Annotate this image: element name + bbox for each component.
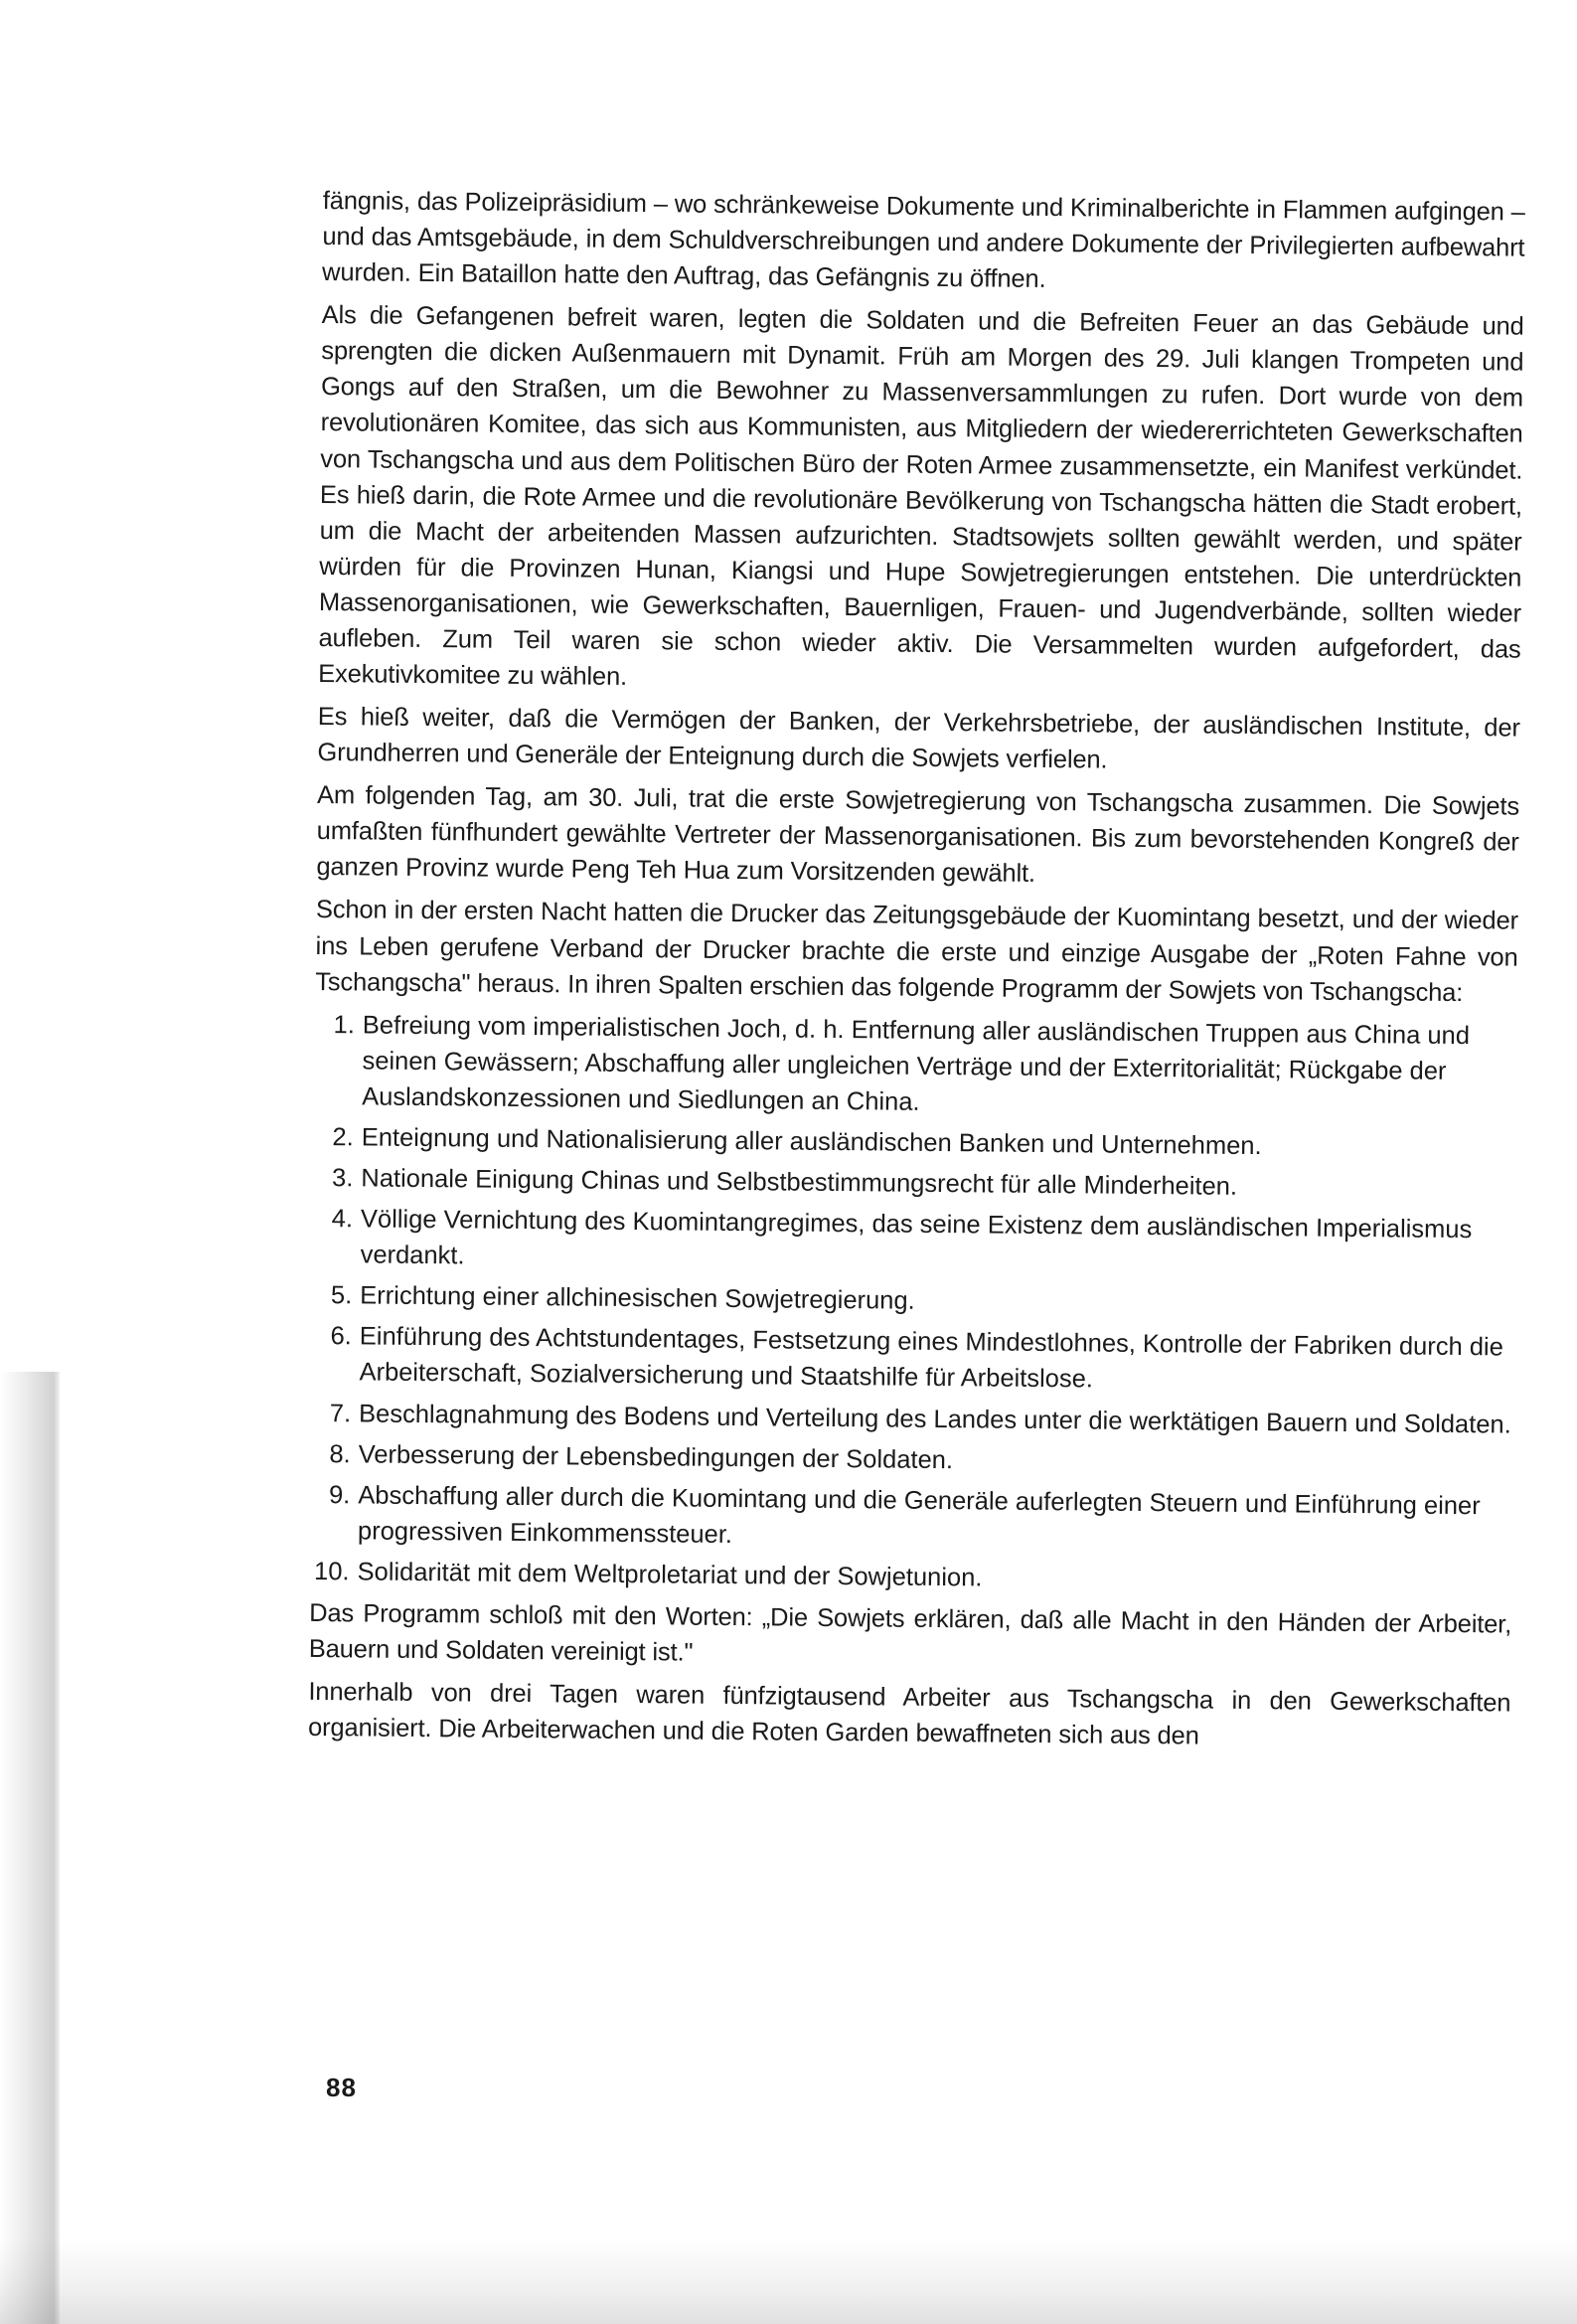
list-item xyxy=(311,1436,1513,1484)
list-item-number: 1. xyxy=(333,1010,356,1040)
program-list xyxy=(309,1007,1517,1601)
list-item xyxy=(313,1160,1515,1208)
list-item xyxy=(311,1395,1513,1442)
list-item-number: 3. xyxy=(331,1164,354,1193)
list-item xyxy=(314,1119,1516,1167)
list-item-number: 8. xyxy=(329,1439,351,1468)
list-item-text: Verbesserung der Lebensbedingungen der Soldaten. xyxy=(358,1439,954,1474)
scan-shadow-left xyxy=(0,1372,60,2324)
paragraph: Innerhalb von drei Tagen waren fünfzigtausend Arbeiter aus Tschangscha in den Gewerkschaften organisiert. Die Arbeiterwachen und die Roten Garden bewaffneten sich aus den xyxy=(307,1677,1511,1750)
list-item-number: 4. xyxy=(331,1205,354,1234)
list-item-text: Beschlagnahmung des Bodens und Verteilung des Landes unter die werktätigen Bauern und Soldaten. xyxy=(358,1399,1511,1439)
list-item-number: 6. xyxy=(330,1322,352,1351)
list-item-text: Einführung des Achtstundentages, Festsetzung eines Mindestlohnes, Kontrolle der Fabriken durch die Arbeiterschaft, Sozialversicherung und Staatshilfe für Arbeitslose. xyxy=(359,1322,1503,1394)
list-item-text: Völlige Vernichtung des Kuomintangregimes, das seine Existenz dem ausländischen Imperialismus verdankt. xyxy=(360,1205,1473,1270)
list-item xyxy=(312,1201,1515,1284)
paragraph: Es hieß weiter, daß die Vermögen der Banken, der Verkehrsbetriebe, der ausländischen Institute, der Grundherren und Generäle der Enteignung durch die Sowjets verfielen. xyxy=(317,703,1520,774)
paragraph: Das Programm schloß mit den Worten: „Die Sowjets erklären, daß alle Macht in den Händen der Arbeiter, Bauern und Soldaten vereinigt ist." xyxy=(308,1598,1512,1667)
list-item xyxy=(314,1007,1517,1126)
list-item-number: 2. xyxy=(332,1123,354,1152)
list-item xyxy=(312,1277,1514,1325)
list-item-number: 7. xyxy=(329,1399,352,1427)
paragraph: Als die Gefangenen befreit waren, legten die Soldaten und die Befreiten Feuer an das Gebäude und sprengten die dicken Außenmauern mit Dynamit. Früh am Morgen des 29. Juli klangen Trompeten und Gongs auf den Straßen, um die Bewohner zu Massenversammlungen zu rufen. Dort wurde von dem revolutionären Komitee, das sich aus Kommunisten, aus Mitgliedern der wiedererrichteten Gewerkschaften von Tschangscha und aus dem Politischen Büro der Roten Armee zusammensetzte, ein Manifest verkündet. Es hieß darin, die Rote Armee und die revolutionäre Bevölkerung von Tschangscha hätten die Stadt erobert, um die Macht der arbeitenden Massen aufzurichten. Stadtsowjets sollten gewählt werden, und später würden für die Provinzen Hunan, Kiangsi und Hupe Sowjetregierungen entstehen. Die unterdrückten Massenorganisationen, wie Gewerkschaften, Bauernligen, Frauen- und Jugendverbände, sollten wieder aufleben. Zum Teil waren sie schon wieder aktiv. Die Versammelten wurden aufgefordert, das Exekutivkomitee zu wählen. xyxy=(318,301,1524,691)
list-item-number: 9. xyxy=(328,1480,351,1509)
scan-shadow-bottom xyxy=(0,2237,1577,2324)
list-item-text: Befreiung vom imperialistischen Joch, d. h. Entfernung aller ausländischen Truppen aus China und seinen Gewässern; Abschaffung aller ungleichen Verträge und der Exterritorialität; Rückgabe der Auslandskonzessionen und Siedlungen an China. xyxy=(362,1011,1471,1116)
body-text xyxy=(308,183,1525,1764)
page-number: 88 xyxy=(326,2073,357,2102)
list-item-text: Nationale Einigung Chinas und Selbstbestimmungsrecht für alle Minderheiten. xyxy=(361,1164,1238,1201)
list-item xyxy=(311,1318,1514,1402)
list-item xyxy=(310,1477,1513,1561)
paragraph: fängnis, das Polizeipräsidium – wo schränkeweise Dokumente und Kriminalberichte in Flammen aufgingen – und das Amtsgebäude, in dem Schuldverschreibungen und andere Dokumente der Privilegierten aufbewahrt wurden. Ein Bataillon hatte den Auftrag, das Gefängnis zu öffnen. xyxy=(322,186,1525,294)
list-item-text: Abschaffung aller durch die Kuomintang und die Generäle auferlegten Steuern und Einführung einer progressiven Einkommenssteuer. xyxy=(357,1481,1481,1549)
paragraph: Am folgenden Tag, am 30. Juli, trat die erste Sowjetregierung von Tschangscha zusammen. Die Sowjets umfaßten fünfhundert gewählte Vertreter der Massenorganisationen. Bis zum bevorstehenden Kongreß der ganzen Provinz wurde Peng Teh Hua zum Vorsitzenden gewählt. xyxy=(316,781,1520,889)
list-item-number: 10. xyxy=(314,1557,350,1586)
paragraph: Schon in der ersten Nacht hatten die Drucker das Zeitungsgebäude der Kuomintang besetzt, und der wieder ins Leben gerufene Verband der Drucker brachte die erste und einzige Ausgabe der „Roten Fahne von Tschangscha" heraus. In ihren Spalten erschien das folgende Programm der Sowjets von Tschangscha: xyxy=(315,896,1519,1007)
list-item-text: Enteignung und Nationalisierung aller ausländischen Banken und Unternehmen. xyxy=(361,1123,1262,1161)
list-item xyxy=(309,1554,1511,1601)
list-item-text: Solidarität mit dem Weltproletariat und der Sowjetunion. xyxy=(357,1558,983,1592)
list-item-text: Errichtung einer allchinesischen Sowjetregierung. xyxy=(360,1281,915,1316)
list-item-number: 5. xyxy=(330,1281,353,1310)
